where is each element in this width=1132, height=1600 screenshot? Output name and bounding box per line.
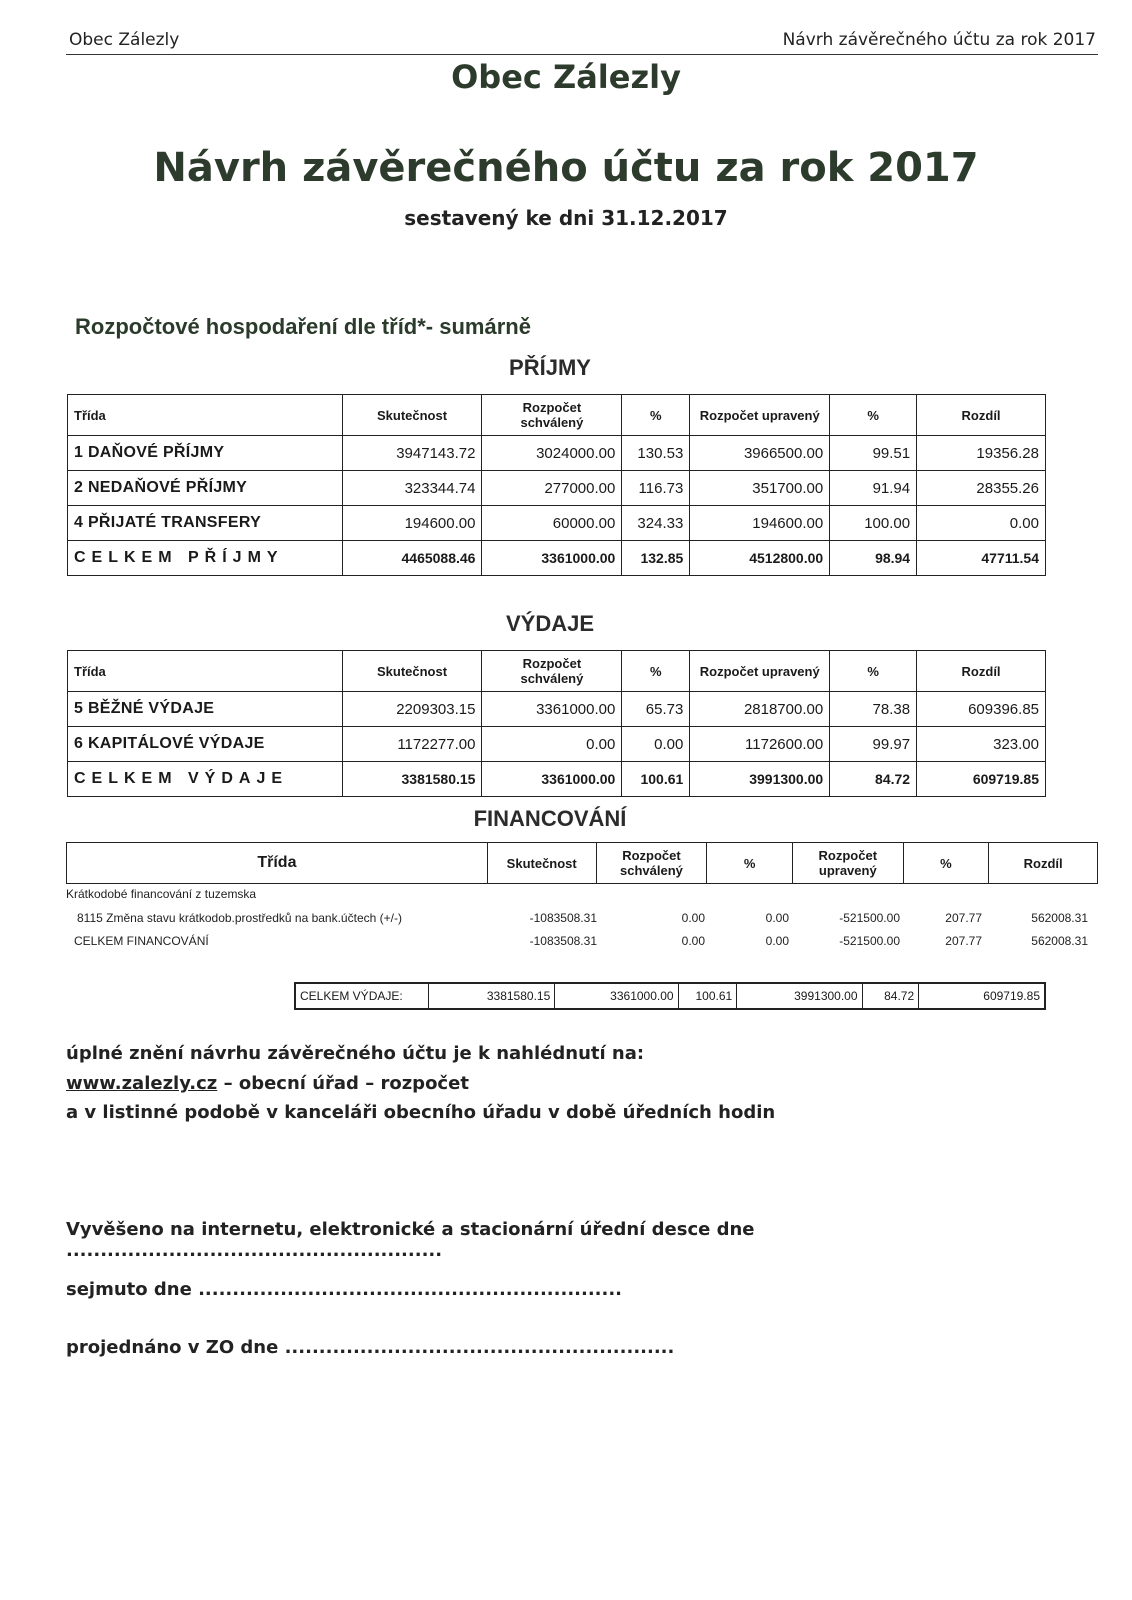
cell-upraveny: 3991300.00 [737, 983, 862, 1009]
cell-pct1: 100.61 [678, 983, 737, 1009]
financovani-title: FINANCOVÁNÍ [473, 806, 627, 831]
cell-upraveny: -521500.00 [839, 911, 900, 925]
notice-line2-rest: – obecní úřad – rozpočet [217, 1073, 469, 1094]
cell-rozdil: 28355.26 [917, 471, 1046, 506]
cell-rozdil: 562008.31 [1031, 911, 1088, 925]
cell-rozdil: 609719.85 [917, 762, 1046, 797]
cell-skutecnost: 194600.00 [342, 506, 482, 541]
col-schvaleny-b: schválený [520, 671, 584, 686]
col-skutecnost: Skutečnost [487, 843, 596, 884]
cell-pct2: 100.00 [830, 506, 917, 541]
total-label: CELKEM VÝDAJE [68, 762, 343, 797]
prijmy-table [67, 394, 1046, 576]
cell-rozdil: 609719.85 [919, 983, 1045, 1009]
row-label: 8115 Změna stavu krátkodob.prostředků na bank.účtech (+/-) [77, 911, 402, 925]
row-label: 4 PŘIJATÉ TRANSFERY [68, 506, 343, 541]
col-rozdil: Rozdíl [989, 843, 1098, 884]
website-link[interactable]: www.zalezly.cz [66, 1073, 218, 1094]
cell-skutecnost: 4465088.46 [342, 541, 482, 576]
cell-pct2: 98.94 [830, 541, 917, 576]
document-date: sestavený ke dni 31.12.2017 [404, 206, 728, 230]
table-row [68, 436, 1046, 471]
col-rozdil: Rozdíl [917, 395, 1046, 436]
row-label: 5 BĚŽNÉ VÝDAJE [68, 692, 343, 727]
col-upraveny: Rozpočet upravený [690, 395, 830, 436]
col-pct1: % [707, 843, 793, 884]
celkem-vydaje-summary [294, 982, 1046, 1010]
cell-schvaleny: 3361000.00 [482, 762, 622, 797]
col-pct2: % [830, 395, 917, 436]
col-schvaleny-a: Rozpočet [522, 656, 582, 671]
col-upraveny-b: upravený [818, 863, 877, 878]
table-header-row [68, 395, 1046, 436]
col-schvaleny-b: schválený [620, 863, 683, 878]
col-schvaleny [482, 651, 622, 692]
cell-upraveny: -521500.00 [839, 934, 900, 948]
row-label: 6 KAPITÁLOVÉ VÝDAJE [68, 727, 343, 762]
cell-pct1: 65.73 [622, 692, 690, 727]
cell-upraveny: 2818700.00 [690, 692, 830, 727]
cell-pct1: 100.61 [622, 762, 690, 797]
cell-pct1: 0.00 [765, 911, 789, 925]
cell-pct1: 0.00 [622, 727, 690, 762]
sejmuto-line: sejmuto dne .............................................................. [66, 1279, 623, 1300]
col-rozdil: Rozdíl [917, 651, 1046, 692]
financovani-group: Krátkodobé financování z tuzemska [66, 887, 257, 901]
row-label: 1 DAŇOVÉ PŘÍJMY [68, 436, 343, 471]
cell-pct2: 84.72 [830, 762, 917, 797]
vyveseno-line: Vyvěšeno na internetu, elektronické a stacionární úřední desce dne ....................................................... [66, 1219, 755, 1261]
col-schvaleny [596, 843, 707, 884]
col-pct1: % [622, 651, 690, 692]
cell-schvaleny: 3361000.00 [555, 983, 678, 1009]
total-label: CELKEM PŘÍJMY [68, 541, 343, 576]
cell-rozdil: 47711.54 [917, 541, 1046, 576]
cell-pct2: 207.77 [945, 911, 982, 925]
projednano-line: projednáno v ZO dne ......................................................... [66, 1337, 675, 1358]
col-skutecnost: Skutečnost [342, 651, 482, 692]
table-header-row [67, 843, 1098, 884]
cell-schvaleny: 0.00 [681, 934, 705, 948]
vydaje-table [67, 650, 1046, 797]
header-right: Návrh závěrečného účtu za rok 2017 [782, 30, 1096, 50]
col-trida: Třída [68, 395, 343, 436]
cell-pct2: 91.94 [830, 471, 917, 506]
cell-pct1: 0.00 [765, 934, 789, 948]
cell-rozdil: 609396.85 [917, 692, 1046, 727]
table-row [68, 506, 1046, 541]
document-title: Návrh závěrečného účtu za rok 2017 [153, 145, 979, 191]
col-schvaleny [482, 395, 622, 436]
notice-line2 [66, 1073, 469, 1094]
table-header-row [68, 651, 1046, 692]
cell-schvaleny: 3361000.00 [482, 541, 622, 576]
cell-pct2: 207.77 [945, 934, 982, 948]
cell-rozdil: 0.00 [917, 506, 1046, 541]
cell-pct1: 324.33 [622, 506, 690, 541]
cell-skutecnost: 323344.74 [342, 471, 482, 506]
notice-line1: úplné znění návrhu závěrečného účtu je k nahlédnutí na: [66, 1043, 645, 1064]
cell-upraveny: 351700.00 [690, 471, 830, 506]
cell-pct2: 84.72 [862, 983, 919, 1009]
cell-skutecnost: 3947143.72 [342, 436, 482, 471]
financovani-header-table [66, 842, 1098, 884]
cell-schvaleny: 60000.00 [482, 506, 622, 541]
cell-skutecnost: 3381580.15 [428, 983, 554, 1009]
cell-pct2: 78.38 [830, 692, 917, 727]
row-label: CELKEM FINANCOVÁNÍ [74, 934, 209, 948]
cell-pct2: 99.97 [830, 727, 917, 762]
cell-rozdil: 323.00 [917, 727, 1046, 762]
cell-rozdil: 562008.31 [1031, 934, 1088, 948]
section-title: Rozpočtové hospodaření dle tříd*- sumárně [75, 314, 531, 339]
cell-skutecnost: 1172277.00 [342, 727, 482, 762]
vydaje-title: VÝDAJE [505, 611, 595, 636]
col-trida: Třída [67, 843, 488, 884]
cell-pct2: 99.51 [830, 436, 917, 471]
cell-skutecnost: -1083508.31 [529, 911, 597, 925]
header-left: Obec Zálezly [69, 30, 180, 50]
col-upraveny-a: Rozpočet [818, 848, 878, 863]
notice-line3: a v listinné podobě v kanceláři obecního úřadu v době úředních hodin [66, 1102, 776, 1123]
table-row [68, 471, 1046, 506]
col-upraveny: Rozpočet upravený [690, 651, 830, 692]
total-row [68, 762, 1046, 797]
cell-upraveny: 3991300.00 [690, 762, 830, 797]
table-row [295, 983, 1045, 1009]
col-schvaleny-b: schválený [520, 415, 584, 430]
col-trida: Třída [68, 651, 343, 692]
table-row [68, 692, 1046, 727]
cell-rozdil: 19356.28 [917, 436, 1046, 471]
table-row [68, 727, 1046, 762]
col-pct1: % [622, 395, 690, 436]
cell-schvaleny: 3024000.00 [482, 436, 622, 471]
cell-skutecnost: 3381580.15 [342, 762, 482, 797]
cell-schvaleny: 0.00 [482, 727, 622, 762]
municipality-title: Obec Zálezly [451, 58, 681, 96]
col-skutecnost: Skutečnost [342, 395, 482, 436]
col-pct2: % [903, 843, 989, 884]
cell-schvaleny: 3361000.00 [482, 692, 622, 727]
cell-skutecnost: 2209303.15 [342, 692, 482, 727]
cell-skutecnost: -1083508.31 [529, 934, 597, 948]
cell-schvaleny: 277000.00 [482, 471, 622, 506]
prijmy-title: PŘÍJMY [509, 355, 591, 380]
cell-pct1: 130.53 [622, 436, 690, 471]
col-schvaleny-a: Rozpočet [622, 848, 681, 863]
cell-upraveny: 4512800.00 [690, 541, 830, 576]
cell-upraveny: 1172600.00 [690, 727, 830, 762]
header-divider [66, 54, 1098, 55]
summary-label: CELKEM VÝDAJE: [295, 983, 428, 1009]
row-label: 2 NEDAŇOVÉ PŘÍJMY [68, 471, 343, 506]
cell-schvaleny: 0.00 [681, 911, 705, 925]
cell-upraveny: 194600.00 [690, 506, 830, 541]
col-upraveny [792, 843, 903, 884]
col-pct2: % [830, 651, 917, 692]
cell-upraveny: 3966500.00 [690, 436, 830, 471]
cell-pct1: 132.85 [622, 541, 690, 576]
total-row [68, 541, 1046, 576]
col-schvaleny-a: Rozpočet [522, 400, 582, 415]
cell-pct1: 116.73 [622, 471, 690, 506]
